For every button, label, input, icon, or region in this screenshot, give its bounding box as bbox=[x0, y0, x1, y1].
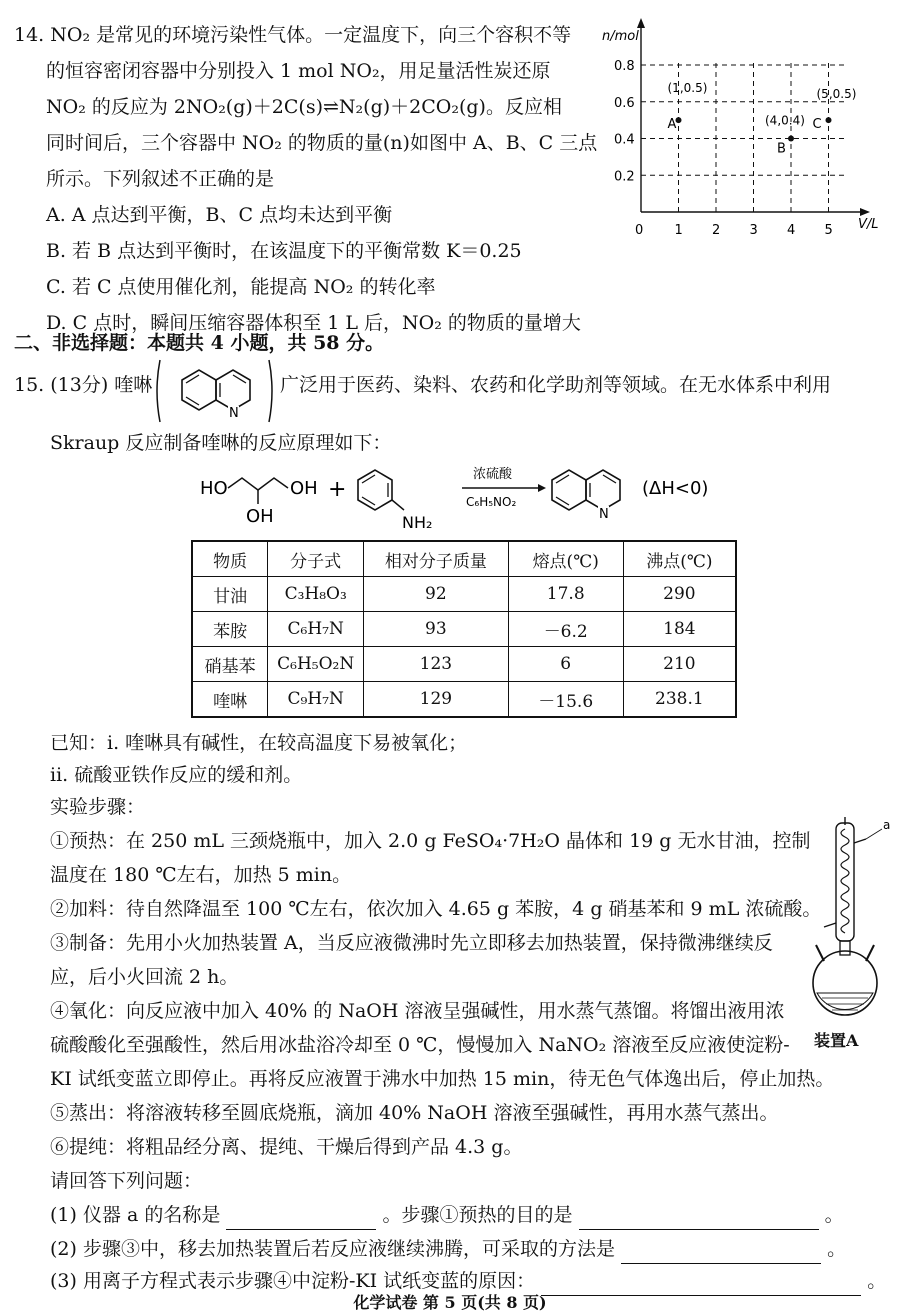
question-2 bbox=[50, 1234, 846, 1264]
y-tick-label: 0.8 bbox=[614, 59, 635, 74]
step-line: ④氧化：向反应液中加入 40% 的 NaOH 溶液呈强碱性，用水蒸气蒸馏。将馏出液用浓 bbox=[50, 1000, 785, 1022]
question-2-text: (2) 步骤③中，移去加热装置后若反应液继续沸腾，可采取的方法是 bbox=[50, 1238, 615, 1260]
table-cell: －6.2 bbox=[508, 612, 623, 647]
q14-option-d: D. C 点时，瞬间压缩容器体积至 1 L 后，NO₂ 的物质的量增大 bbox=[46, 312, 581, 334]
question-1-end: 。 bbox=[824, 1204, 844, 1226]
question-1-text-a: (1) 仪器 a 的名称是 bbox=[50, 1204, 221, 1226]
q14-line-4: 同时间后，三个容器中 NO₂ 的物质的量(n)如图中 A、B、C 三点 bbox=[46, 132, 598, 154]
question-3-text: (3) 用离子方程式表示步骤④中淀粉-KI 试纸变蓝的原因： bbox=[50, 1270, 536, 1292]
table-cell: C₃H₈O₃ bbox=[268, 577, 364, 612]
x-tick-label: 3 bbox=[749, 223, 758, 238]
x-tick-label: 1 bbox=[674, 223, 683, 238]
table-cell: 6 bbox=[508, 647, 623, 682]
table-cell: 290 bbox=[623, 577, 736, 612]
point-name: A bbox=[667, 117, 677, 133]
table-cell: C₆H₅O₂N bbox=[268, 647, 364, 682]
q14-option-c: C. 若 C 点使用催化剂，能提高 NO₂ 的转化率 bbox=[46, 276, 436, 298]
arrow-condition-top: 浓硫酸 bbox=[473, 467, 513, 482]
step-line: ②加料：待自然降温至 100 ℃左右，依次加入 4.65 g 苯胺，4 g 硝基苯和 9 mL 浓硫酸。 bbox=[50, 898, 822, 920]
step-line: ⑥提纯：将粗品经分离、提纯、干燥后得到产品 4.3 g。 bbox=[50, 1136, 523, 1158]
table-header: 熔点(℃) bbox=[508, 541, 623, 577]
delta-h: (ΔH<0) bbox=[642, 478, 709, 499]
table-cell: C₆H₇N bbox=[268, 612, 364, 647]
table-cell: 238.1 bbox=[623, 682, 736, 718]
q14-line-2: 的恒容密闭容器中分别投入 1 mol NO₂，用足量活性炭还原 bbox=[46, 60, 551, 82]
q14-line-1: 14. NO₂ 是常见的环境污染性气体。一定温度下，向三个容积不等 bbox=[14, 24, 572, 46]
quinoline-n: N bbox=[229, 406, 239, 421]
point-name: C bbox=[812, 117, 822, 133]
q14-line-5: 所示。下列叙述不正确的是 bbox=[46, 168, 275, 190]
table-cell: 17.8 bbox=[508, 577, 623, 612]
step-line: ⑤蒸出：将溶液转移至圆底烧瓶，滴加 40% NaOH 溶液至强碱性，再用水蒸气蒸出。 bbox=[50, 1102, 779, 1124]
table-cell: 123 bbox=[364, 647, 509, 682]
glycerol-oh-bottom: OH bbox=[246, 506, 274, 527]
table-header-row bbox=[192, 541, 736, 577]
q14-line-3: NO₂ 的反应为 2NO₂(g)＋2C(s)⇌N₂(g)＋2CO₂(g)。反应相 bbox=[46, 96, 562, 118]
steps-title: 实验步骤： bbox=[50, 796, 146, 818]
table-cell: 92 bbox=[364, 577, 509, 612]
question-3-end: 。 bbox=[867, 1270, 887, 1292]
point-label: (4,0.4) bbox=[765, 113, 805, 128]
plus-sign: + bbox=[328, 477, 347, 502]
step-line: KI 试纸变蓝立即停止。再将反应液置于沸水中加热 15 min，待无色气体逸出后，停止加热。 bbox=[50, 1068, 835, 1090]
x-tick-label: 2 bbox=[712, 223, 721, 238]
table-cell: 184 bbox=[623, 612, 736, 647]
table-cell: －15.6 bbox=[508, 682, 623, 718]
step-line: ①预热：在 250 mL 三颈烧瓶中，加入 2.0 g FeSO₄·7H₂O 晶体和 19 g 无水甘油，控制 bbox=[50, 830, 811, 852]
point-name: B bbox=[777, 141, 786, 157]
y-tick-label: 0.6 bbox=[614, 95, 635, 111]
point-label: (5,0.5) bbox=[816, 87, 857, 102]
apparatus-caption: 装置A bbox=[814, 1031, 859, 1050]
properties-table bbox=[191, 540, 737, 718]
table-cell: 喹啉 bbox=[192, 682, 268, 718]
table-row bbox=[192, 647, 736, 682]
known-1: 已知：ⅰ. 喹啉具有碱性，在较高温度下易被氧化； bbox=[50, 732, 468, 754]
step-line: 硫酸酸化至强酸性，然后用冰盐浴冷却至 0 ℃，慢慢加入 NaNO₂ 溶液至反应液使淀粉- bbox=[50, 1034, 790, 1056]
question-2-end: 。 bbox=[827, 1238, 847, 1260]
answer-blank-1b[interactable] bbox=[579, 1207, 819, 1230]
answer-title: 请回答下列问题： bbox=[50, 1170, 203, 1192]
table-cell: 甘油 bbox=[192, 577, 268, 612]
question-1-text-b: 。步骤①预热的目的是 bbox=[382, 1204, 573, 1226]
y-tick-label: 0.4 bbox=[614, 132, 635, 148]
q14-option-b: B. 若 B 点达到平衡时，在该温度下的平衡常数 K＝0.25 bbox=[46, 240, 522, 262]
table-cell: 93 bbox=[364, 612, 509, 647]
x-tick-label: 5 bbox=[824, 223, 833, 238]
point-label: (1,0.5) bbox=[667, 81, 708, 96]
aniline-nh2: NH₂ bbox=[402, 513, 433, 532]
table-cell: 129 bbox=[364, 682, 509, 718]
chart-ticks bbox=[614, 59, 833, 238]
table-header: 物质 bbox=[192, 541, 268, 577]
step-line: ③制备：先用小火加热装置 A，当反应液微沸时先立即移去加热装置，保持微沸继续反 bbox=[50, 932, 773, 954]
table-row bbox=[192, 612, 736, 647]
point-C bbox=[826, 117, 832, 123]
q15-intro-suffix: 广泛用于医药、染料、农药和化学助剂等领域。在无水体系中利用 bbox=[280, 374, 832, 396]
q15-intro-prefix: 15. (13分) 喹啉 bbox=[14, 374, 153, 396]
y-tick-label: 0.2 bbox=[614, 169, 635, 185]
skraup-reaction bbox=[190, 458, 750, 538]
x-tick-label: 4 bbox=[787, 223, 796, 238]
point-B bbox=[788, 136, 794, 142]
table-header: 相对分子质量 bbox=[364, 541, 509, 577]
section-2-heading: 二、非选择题：本题共 4 小题，共 58 分。 bbox=[14, 332, 385, 354]
page-footer: 化学试卷 第 5 页(共 8 页) bbox=[353, 1293, 547, 1312]
table-row bbox=[192, 682, 736, 718]
glycerol-ho: HO bbox=[200, 478, 228, 499]
quinoline-structure-icon bbox=[152, 356, 277, 426]
q14-option-a: A. A 点达到平衡，B、C 点均未达到平衡 bbox=[46, 204, 393, 226]
arrow-condition-bottom: C₆H₅NO₂ bbox=[466, 495, 517, 509]
product-quinoline-n: N bbox=[599, 507, 609, 522]
answer-blank-1a[interactable] bbox=[226, 1207, 376, 1230]
apparatus-label-a: a bbox=[883, 818, 891, 832]
x-tick-label: 0 bbox=[635, 223, 644, 238]
table-header: 沸点(℃) bbox=[623, 541, 736, 577]
table-cell: 210 bbox=[623, 647, 736, 682]
q15-intro-line-2: Skraup 反应制备喹啉的反应原理如下： bbox=[50, 432, 392, 454]
answer-blank-2[interactable] bbox=[621, 1241, 821, 1264]
glycerol-oh-right: OH bbox=[290, 478, 318, 499]
table-cell: 苯胺 bbox=[192, 612, 268, 647]
table-cell: C₉H₇N bbox=[268, 682, 364, 718]
question-1 bbox=[50, 1200, 844, 1230]
step-line: 温度在 180 ℃左右，加热 5 min。 bbox=[50, 864, 352, 886]
step-line: 应，后小火回流 2 h。 bbox=[50, 966, 239, 988]
q14-chart bbox=[598, 10, 898, 250]
chart-xlabel: V/L bbox=[858, 217, 879, 232]
table-header: 分子式 bbox=[268, 541, 364, 577]
known-2: ⅱ. 硫酸亚铁作反应的缓和剂。 bbox=[50, 764, 303, 786]
chart-ylabel: n/mol bbox=[602, 29, 639, 44]
apparatus-a-diagram bbox=[800, 815, 895, 1035]
table-cell: 硝基苯 bbox=[192, 647, 268, 682]
table-row bbox=[192, 577, 736, 612]
